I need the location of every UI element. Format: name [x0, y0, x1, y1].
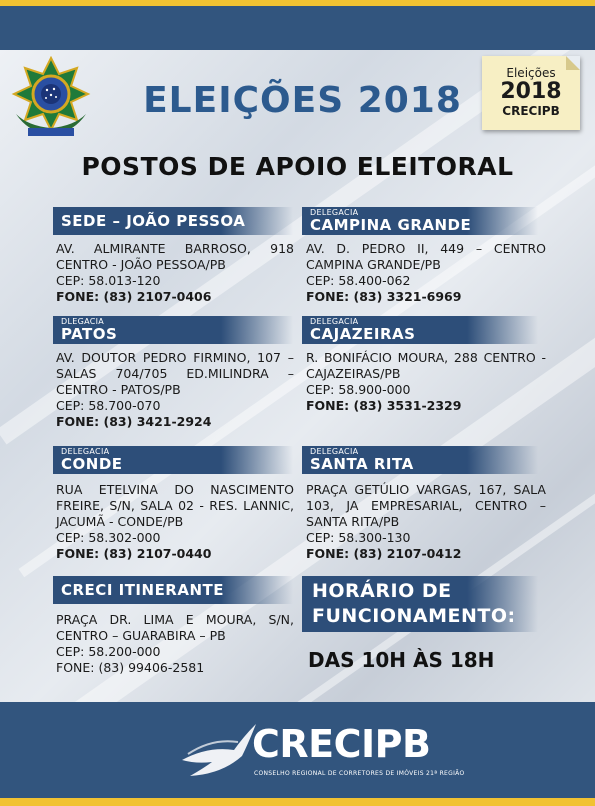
- office-cep: CEP: 58.300-130: [306, 530, 411, 545]
- office-info-sede: [56, 241, 294, 305]
- office-name: SANTA RITA: [310, 455, 414, 473]
- office-cep: CEP: 58.700-070: [56, 398, 161, 413]
- office-header-itinerante: [53, 576, 293, 604]
- office-phone: FONE: (83) 99406-2581: [56, 660, 205, 675]
- office-header-patos: [53, 316, 293, 344]
- page-subtitle: POSTOS DE APOIO ELEITORAL: [81, 152, 514, 181]
- office-info-patos: [56, 350, 294, 430]
- footer-tagline: CONSELHO REGIONAL DE CORRETORES DE IMÓVEIS 21ª REGIÃO: [254, 770, 465, 777]
- office-cep: CEP: 58.200-000: [56, 644, 161, 659]
- office-cep: CEP: 58.900-000: [306, 382, 411, 397]
- office-name: SEDE – JOÃO PESSOA: [61, 212, 246, 230]
- office-cep: CEP: 58.013-120: [56, 273, 161, 288]
- elections-note: [482, 56, 580, 130]
- office-prefix: DELEGACIA: [310, 447, 359, 456]
- office-prefix: DELEGACIA: [310, 208, 359, 217]
- office-prefix: DELEGACIA: [61, 447, 110, 456]
- footer-logo: CRECIPB: [252, 722, 431, 766]
- hours-label: HORÁRIO DE FUNCIONAMENTO:: [302, 576, 538, 632]
- office-name: CAMPINA GRANDE: [310, 216, 472, 234]
- page-title: ELEIÇÕES 2018: [143, 80, 462, 121]
- office-address: RUA ETELVINA DO NASCIMENTO FREIRE, S/N, SALA 02 - RES. LANNIC, JACUMÃ - CONDE/PB: [56, 482, 294, 529]
- office-cep: CEP: 58.302-000: [56, 530, 161, 545]
- office-phone: FONE: (83) 3421-2924: [56, 414, 212, 429]
- office-info-santa-rita: [306, 482, 546, 562]
- note-line-2: 2018: [500, 79, 562, 104]
- bird-logo-icon: [178, 716, 258, 782]
- office-phone: FONE: (83) 2107-0440: [56, 546, 212, 561]
- office-info-itinerante: [56, 612, 294, 676]
- note-line-1: Eleições: [506, 66, 556, 80]
- office-header-conde: [53, 446, 293, 474]
- office-address: AV. ALMIRANTE BARROSO, 918 CENTRO - JOÃO PESSOA/PB: [56, 241, 294, 272]
- office-name: CAJAZEIRAS: [310, 325, 416, 343]
- hours-value: DAS 10H ÀS 18H: [308, 648, 495, 672]
- office-info-conde: [56, 482, 294, 562]
- top-band: [0, 0, 595, 50]
- office-info-campina-grande: [306, 241, 546, 305]
- office-header-cajazeiras: [302, 316, 538, 344]
- office-cep: CEP: 58.400-062: [306, 273, 411, 288]
- office-phone: FONE: (83) 2107-0412: [306, 546, 462, 561]
- office-name: PATOS: [61, 325, 118, 343]
- office-phone: FONE: (83) 2107-0406: [56, 289, 212, 304]
- office-name: CONDE: [61, 455, 123, 473]
- office-prefix: DLEGACIA: [61, 317, 105, 326]
- office-address: AV. DOUTOR PEDRO FIRMINO, 107 – SALAS 704/705 ED.MILINDRA – CENTRO - PATOS/PB: [56, 350, 294, 397]
- office-address: PRAÇA GETÚLIO VARGAS, 167, SALA 103, JA EMPRESARIAL, CENTRO – SANTA RITA/PB: [306, 482, 546, 529]
- office-phone: FONE: (83) 3321-6969: [306, 289, 462, 304]
- top-stripe: [0, 0, 595, 6]
- office-address: R. BONIFÁCIO MOURA, 288 CENTRO - CAJAZEIRAS/PB: [306, 350, 546, 381]
- note-line-3: CRECIPB: [502, 104, 560, 118]
- office-prefix: DELEGACIA: [310, 317, 359, 326]
- office-header-sede: [53, 207, 293, 235]
- office-header-campina-grande: [302, 207, 538, 235]
- office-address: PRAÇA DR. LIMA E MOURA, S/N, CENTRO – GUARABIRA – PB: [56, 612, 294, 643]
- office-name: CRECI ITINERANTE: [61, 581, 225, 599]
- office-phone: FONE: (83) 3531-2329: [306, 398, 462, 413]
- office-info-cajazeiras: [306, 350, 546, 414]
- office-address: AV. D. PEDRO II, 449 – CENTRO CAMPINA GRANDE/PB: [306, 241, 546, 272]
- office-header-santa-rita: [302, 446, 538, 474]
- footer-stripe: [0, 798, 595, 806]
